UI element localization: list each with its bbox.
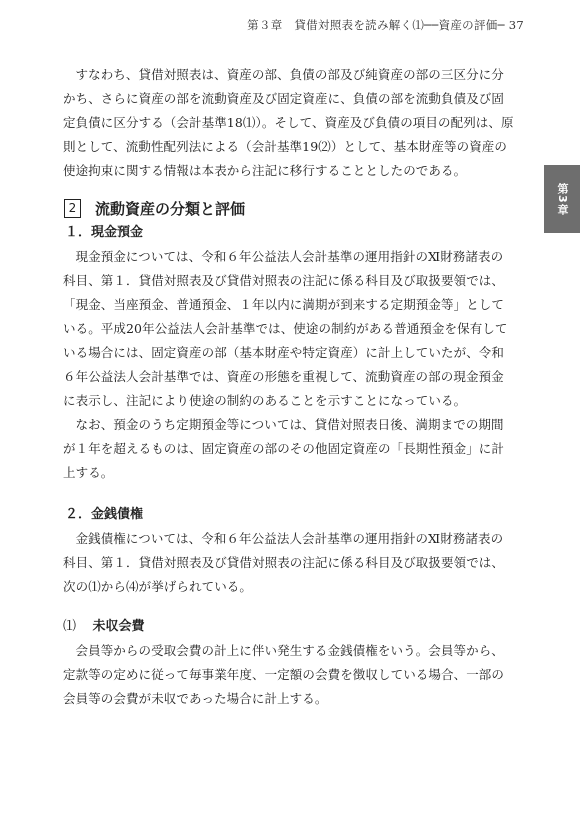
section-title: 流動資産の分類と評価: [95, 199, 246, 218]
item-title: 未収会費: [92, 619, 145, 634]
subsection-heading-cash: １．現金預金: [65, 225, 144, 240]
section-heading: [63, 195, 515, 221]
running-header: 第３章 貸借対照表を読み解く⑴──資産の評価─ 37: [247, 18, 524, 32]
unpaid-fees-paragraph: 会員等からの受取会費の計上に伴い発生する金銭債権をいう。会員等から、定款等の定めに従って毎事業年度、一定額の会費を徴収している場合、一部の会員等の会費が未収であった場合に計上する。: [63, 643, 505, 706]
intro-paragraph: すなわち、貸借対照表は、資産の部、負債の部及び純資産の部の三区分に分かち、さらに資産の部を流動資産及び固定資産に、負債の部を流動負債及び固定負債に区分する（会計基準18⑴）。そして、資産及び負債の項目の配列は、原則として、流動性配列法による（会計基準19⑵）として、基本財産等の資産の使途拘束に関する情報は本表から注記に移行することとしたのである。: [63, 67, 514, 178]
item-heading-unpaid-fees: [63, 615, 515, 639]
chapter-side-tab: 第3章: [544, 165, 580, 233]
cash-paragraph-1: 現金預金については、令和６年公益法人会計基準の運用指針のⅪ財務諸表の科目、第１．貸借対照表及び貸借対照表の注記に係る科目及び取扱要領では、「現金、当座預金、普通預金、１年以内に満期が到来する定期預金等」としている。平成20年公益法人会計基準では、使途の制約がある普通預金を保有している場合には、固定資産の部（基本財産や特定資産）に計上していたが、令和６年公益法人会計基準では、資産の形態を重視して、流動資産の部の現金預金に表示し、注記により使途の制約のあることを示すことになっている。: [63, 249, 508, 408]
item-number: ⑴: [63, 619, 77, 634]
section-number: 2: [64, 199, 81, 218]
subsection-heading-receivables: ２．金銭債権: [65, 507, 144, 522]
receivables-paragraph: 金銭債権については、令和６年公益法人会計基準の運用指針のⅪ財務諸表の科目、第１．貸借対照表及び貸借対照表の注記に係る科目及び取扱要領では、次の⑴から⑷が挙げられている。: [63, 531, 505, 594]
cash-paragraph-2: なお、預金のうち定期預金等については、貸借対照表日後、満期までの期間が１年を超えるものは、固定資産の部のその他固定資産の「長期性預金」に計上する。: [63, 417, 505, 480]
page-body: [63, 63, 515, 711]
